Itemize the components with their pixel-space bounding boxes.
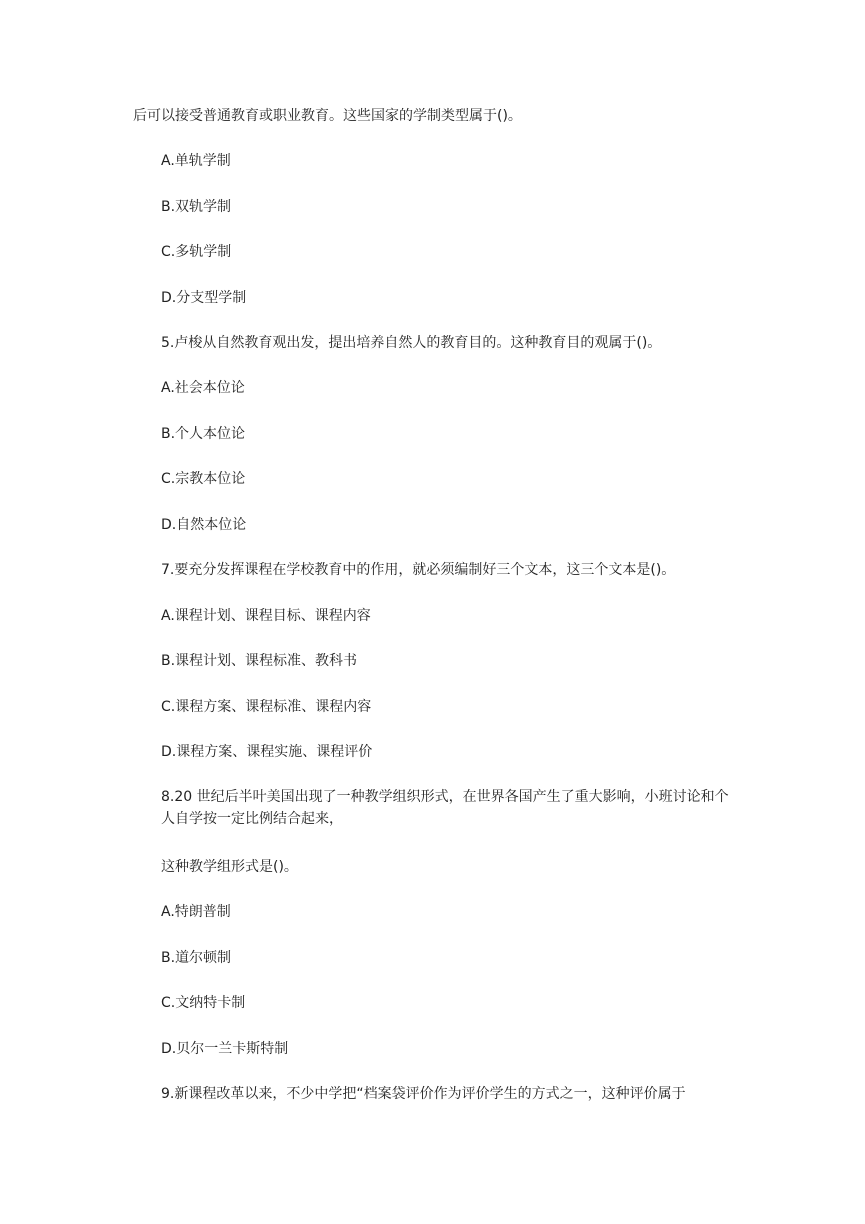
question-7: 7.要充分发挥课程在学校教育中的作用，就必须编制好三个文本，这三个文本是()。: [161, 562, 676, 578]
option-b: B.个人本位论: [161, 426, 246, 442]
question-5: 5.卢梭从自然教育观出发，提出培养自然人的教育目的。这种教育目的观属于()。: [161, 335, 662, 351]
question-9: 9.新课程改革以来，不少中学把“档案袋评价作为评价学生的方式之一，这种评价属于: [161, 1086, 686, 1102]
option-b: B.道尔顿制: [161, 950, 232, 966]
option-a: A.课程计划、课程目标、课程内容: [161, 608, 371, 624]
option-d: D.分支型学制: [161, 290, 247, 306]
option-b: B.课程计划、课程标准、教科书: [161, 653, 358, 669]
option-b: B.双轨学制: [161, 199, 232, 215]
question-4-tail: 后可以接受普通教育或职业教育。这些国家的学制类型属于()。: [133, 108, 522, 124]
option-c: C.文纳特卡制: [161, 995, 246, 1011]
option-a: A.特朗普制: [161, 904, 231, 920]
question-8: 8.20 世纪后半叶美国出现了一种教学组织形式，在世界各国产生了重大影响，小班讨论和个人自学按一定比例结合起来，: [161, 789, 729, 827]
option-d: D.自然本位论: [161, 517, 247, 533]
option-c: C.多轨学制: [161, 244, 232, 260]
option-c: C.课程方案、课程标准、课程内容: [161, 699, 372, 715]
question-8-continued: 这种教学组形式是()。: [161, 859, 298, 875]
option-a: A.单轨学制: [161, 153, 231, 169]
option-d: D.贝尔一兰卡斯特制: [161, 1041, 289, 1057]
option-d: D.课程方案、课程实施、课程评价: [161, 744, 373, 760]
option-c: C.宗教本位论: [161, 471, 246, 487]
option-a: A.社会本位论: [161, 380, 245, 396]
